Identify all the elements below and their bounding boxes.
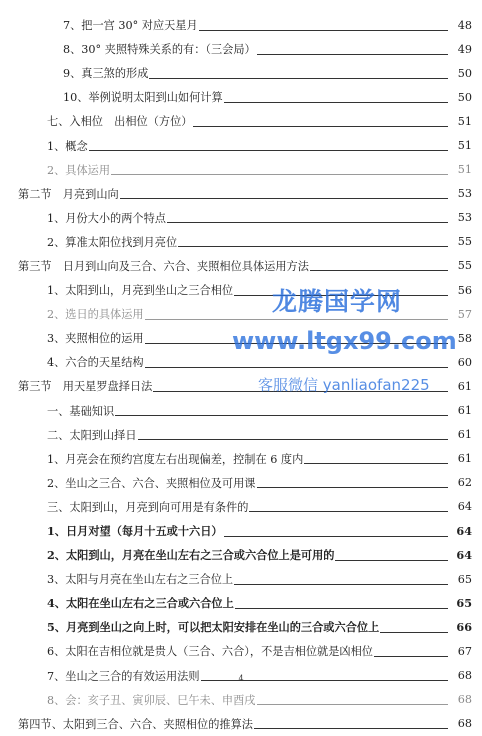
toc-entry-title: 2、太阳到山，月亮在坐山左右之三合或六合位上是可用的	[47, 548, 335, 563]
toc-entry-page: 57	[457, 307, 472, 321]
toc-entry-title: 2、坐山之三合、六合、夹照相位及可用课	[47, 476, 256, 490]
toc-entry[interactable]	[0, 495, 482, 519]
toc-leader-line	[111, 174, 448, 175]
toc-entry-title: 1、太阳到山，月亮到坐山之三合相位	[47, 284, 234, 298]
toc-entry-title: 三、太阳到山，月亮到向可用是有条件的	[47, 500, 249, 514]
toc-entry-title: 7、把一宫 30° 对应天星月	[63, 19, 198, 33]
toc-entry[interactable]	[0, 133, 482, 157]
toc-entry-title: 2、具体运用	[47, 163, 111, 177]
toc-entry-title: 第二节 月亮到山向	[18, 187, 119, 201]
toc-leader-line	[304, 463, 448, 464]
toc-entry-page: 55	[457, 259, 472, 273]
toc-entry-page: 49	[457, 42, 472, 56]
toc-leader-line	[115, 415, 448, 416]
toc-entry-title: 第三节 用天星罗盘择日法	[18, 380, 153, 394]
toc-entry[interactable]	[0, 109, 482, 133]
toc-leader-line	[149, 78, 448, 79]
toc-leader-line	[138, 439, 448, 440]
toc-entry[interactable]	[0, 423, 482, 447]
toc-entry-page: 61	[457, 379, 472, 393]
toc-leader-line	[178, 246, 448, 247]
toc-entry-title: 二、太阳到山择日	[47, 428, 137, 442]
toc-leader-line	[254, 728, 448, 729]
toc-leader-line	[224, 102, 448, 103]
toc-entry-page: 61	[457, 404, 472, 418]
toc-entry-page: 53	[457, 187, 472, 201]
page-number: 4	[238, 674, 244, 683]
toc-entry[interactable]	[0, 712, 482, 736]
toc-leader-line	[224, 536, 448, 537]
toc-entry-page: 64	[457, 500, 472, 514]
toc-entry-title: 8、会：亥子丑、寅卯辰、巳午未、申酉戌	[47, 693, 256, 707]
toc-entry-title: 6、太阳在吉相位就是贵人（三合、六合），不是吉相位就是凶相位	[47, 645, 373, 659]
watermark-contact: 客服微信 yanliaofan225	[258, 376, 430, 394]
toc-entry[interactable]	[0, 13, 482, 37]
toc-entry[interactable]	[0, 471, 482, 495]
toc-leader-line	[235, 608, 448, 609]
toc-leader-line	[145, 367, 448, 368]
toc-entry[interactable]	[0, 447, 482, 471]
toc-entry-page: 56	[457, 283, 472, 297]
toc-entry-title: 一、基础知识	[47, 404, 115, 418]
toc-entry-page: 68	[457, 669, 472, 683]
toc-leader-line	[374, 656, 448, 657]
toc-entry-title: 5、月亮到坐山之向上时，可以把太阳安排在坐山的三合或六合位上	[47, 620, 380, 635]
toc-entry-page: 64	[456, 524, 472, 539]
toc-entry[interactable]	[0, 591, 482, 615]
toc-entry[interactable]	[0, 615, 482, 639]
toc-leader-line	[145, 319, 448, 320]
toc-entry-title: 3、夹照相位的运用	[47, 332, 144, 346]
toc-entry-title: 1、日月对望（每月十五或十六日）	[47, 524, 223, 539]
toc-entry-page: 55	[457, 235, 472, 249]
toc-entry-page: 60	[457, 355, 472, 369]
toc-entry-title: 4、太阳在坐山左右之三合或六合位上	[47, 596, 234, 611]
watermark-url: www.ltgx99.com	[232, 327, 457, 355]
toc-entry-title: 第四节、太阳到三合、六合、夹照相位的推算法	[18, 717, 253, 731]
toc-entry-title: 1、概念	[47, 139, 88, 153]
toc-entry-title: 10、举例说明太阳到山如何计算	[63, 91, 223, 105]
toc-entry-page: 50	[457, 66, 472, 80]
toc-entry[interactable]	[0, 278, 482, 302]
toc-entry-page: 65	[456, 596, 472, 611]
toc-leader-line	[257, 487, 449, 488]
toc-entry-title: 第三节 日月到山向及三合、六合、夹照相位具体运用方法	[18, 259, 309, 273]
toc-leader-line	[120, 198, 448, 199]
toc-entry-title: 2、选日的具体运用	[47, 308, 144, 322]
toc-entry-page: 62	[457, 476, 472, 490]
toc-entry-title: 2、算准太阳位找到月亮位	[47, 235, 178, 249]
toc-entry-page: 48	[457, 18, 472, 32]
toc-entry-page: 61	[457, 452, 472, 466]
toc-entry-title: 七、入相位 出相位（方位）	[47, 115, 193, 129]
toc-entry-title: 1、月亮会在预约宫度左右出现偏差，控制在 6 度内	[47, 452, 304, 466]
toc-entry-title: 9、真三煞的形成	[63, 67, 149, 81]
toc-entry-page: 68	[457, 717, 472, 731]
toc-entry-page: 68	[457, 693, 472, 707]
toc-entry[interactable]	[0, 230, 482, 254]
toc-entry-page: 50	[457, 90, 472, 104]
toc-leader-line	[234, 584, 448, 585]
watermark-site-name: 龙腾国学网	[272, 287, 403, 316]
toc-entry-title: 4、六合的天星结构	[47, 356, 144, 370]
toc-entry-page: 61	[457, 428, 472, 442]
toc-entry[interactable]	[0, 567, 482, 591]
toc-entry[interactable]	[0, 61, 482, 85]
toc-entry[interactable]	[0, 399, 482, 423]
toc-entry[interactable]	[0, 254, 482, 278]
toc-entry-page: 53	[457, 211, 472, 225]
toc-entry[interactable]	[0, 519, 482, 543]
toc-entry-page: 67	[457, 644, 472, 658]
toc-entry[interactable]	[0, 37, 482, 61]
toc-entry-page: 65	[457, 572, 472, 586]
toc-entry[interactable]	[0, 158, 482, 182]
toc-entry-page: 58	[457, 331, 472, 345]
toc-entry-page: 66	[456, 620, 472, 635]
toc-entry-page: 51	[457, 139, 472, 153]
toc-leader-line	[257, 54, 448, 55]
toc-entry-page: 64	[456, 548, 472, 563]
toc-leader-line	[167, 222, 448, 223]
toc-leader-line	[249, 511, 448, 512]
toc-entry-page: 51	[457, 163, 472, 177]
toc-leader-line	[380, 632, 448, 633]
toc-entry-title: 1、月份大小的两个特点	[47, 211, 166, 225]
toc-entry[interactable]	[0, 688, 482, 712]
toc-entry[interactable]	[0, 639, 482, 663]
toc-leader-line	[199, 30, 448, 31]
toc-entry[interactable]	[0, 85, 482, 109]
toc-entry-title: 8、30° 夹照特殊关系的有：（三会局）	[63, 43, 256, 57]
toc-entry[interactable]	[0, 182, 482, 206]
toc-entry-title: 3、太阳与月亮在坐山左右之三合位上	[47, 573, 234, 587]
toc-entry-title: 7、坐山之三合的有效运用法则	[47, 669, 200, 683]
toc-entry-page: 51	[457, 114, 472, 128]
toc-entry[interactable]	[0, 206, 482, 230]
toc-entry[interactable]	[0, 302, 482, 326]
toc-leader-line	[310, 270, 448, 271]
toc-leader-line	[335, 560, 448, 561]
toc-leader-line	[193, 126, 448, 127]
toc-leader-line	[257, 704, 449, 705]
toc-entry[interactable]	[0, 543, 482, 567]
toc-leader-line	[89, 150, 448, 151]
